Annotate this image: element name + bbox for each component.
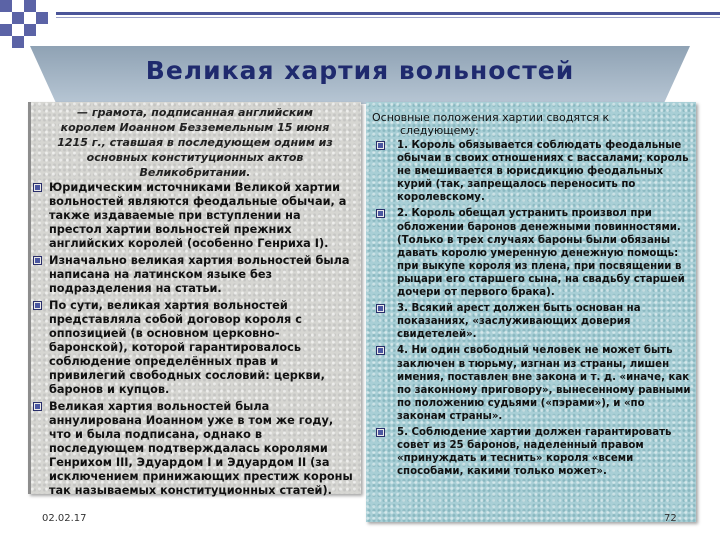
list-item: Великая хартия вольностей была аннулирована Иоанном уже в том же году, что и была подписана, однако в последующем подтверждалась королями Генрихом III, Эдуардом I и Эдуардом II (за исключением принижающих престиж короны так называемых конституционных статей). bbox=[33, 400, 355, 498]
list-item: 4. Ни один свободный человек не может быть заключен в тюрьму, изгнан из страны, лишен имения, поставлен вне закона и т. д. «иначе, как по законному приговору», вынесенному равными по положению судьями («пэрами»), и «по законам страны». bbox=[372, 344, 694, 423]
square-bullet-icon bbox=[33, 301, 42, 310]
list-item: 3. Всякий арест должен быть основан на показаниях, «заслуживающих доверия свидетелей». bbox=[372, 302, 694, 341]
left-lead-text: — грамота, подписанная английским королем Иоанном Безземельным 15 июня 1215 г., ставшая в последующем одним из основных конституционных актов Великобритании. bbox=[57, 106, 333, 179]
right-bullet-list bbox=[372, 139, 694, 481]
square-bullet-icon bbox=[376, 141, 385, 150]
list-item: Юридическим источниками Великой хартии вольностей являются феодальные обычаи, а также издаваемые при вступлении на престол хартии вольностей прежних английских королей (особенно Генриха I). bbox=[33, 181, 355, 251]
list-item: 5. Соблюдение хартии должен гарантировать совет из 25 баронов, наделенный правом «принуждать и теснить» короля «всеми способами, какими только может». bbox=[372, 426, 694, 478]
square-bullet-icon bbox=[33, 402, 42, 411]
list-item: 1. Король обязывается соблюдать феодальные обычаи в своих отношениях с вассалами; король не вмешивается в юрисдикцию феодальных курий (так, запрещалось переносить по королевскому. bbox=[372, 139, 694, 204]
square-bullet-icon bbox=[376, 346, 385, 355]
slide-page-number: 72 bbox=[664, 513, 677, 524]
left-bullet-list bbox=[33, 181, 355, 501]
checker-decoration bbox=[0, 0, 50, 50]
right-lead-text: Основные положения хартии сводятся к следующему: bbox=[372, 111, 610, 137]
slide-title: Великая хартия вольностей bbox=[145, 56, 575, 85]
top-rule bbox=[56, 12, 720, 15]
top-rule-thin bbox=[56, 17, 720, 18]
square-bullet-icon bbox=[376, 428, 385, 437]
list-item: По сути, великая хартия вольностей представляла собой договор короля с оппозицией (в основном церковно-баронской), которой гарантировалось соблюдение определённых прав и привилегий свободных сословий: церкви, баронов и купцов. bbox=[33, 299, 355, 397]
list-item: 2. Король обещал устранить произвол при обложении баронов денежными повинностями. (Только в трех случаях бароны были обязаны давать королю умеренную денежную помощь: при выкупе короля из плена, при посвящении в рыцари его старшего сына, на свадьбу старшей дочери от первого брака). bbox=[372, 207, 694, 299]
square-bullet-icon bbox=[376, 209, 385, 218]
square-bullet-icon bbox=[376, 304, 385, 313]
square-bullet-icon bbox=[33, 256, 42, 265]
list-item: Изначально великая хартия вольностей была написана на латинском языке без подразделения на статьи. bbox=[33, 254, 355, 296]
slide-date: 02.02.17 bbox=[42, 513, 87, 524]
square-bullet-icon bbox=[33, 183, 42, 192]
